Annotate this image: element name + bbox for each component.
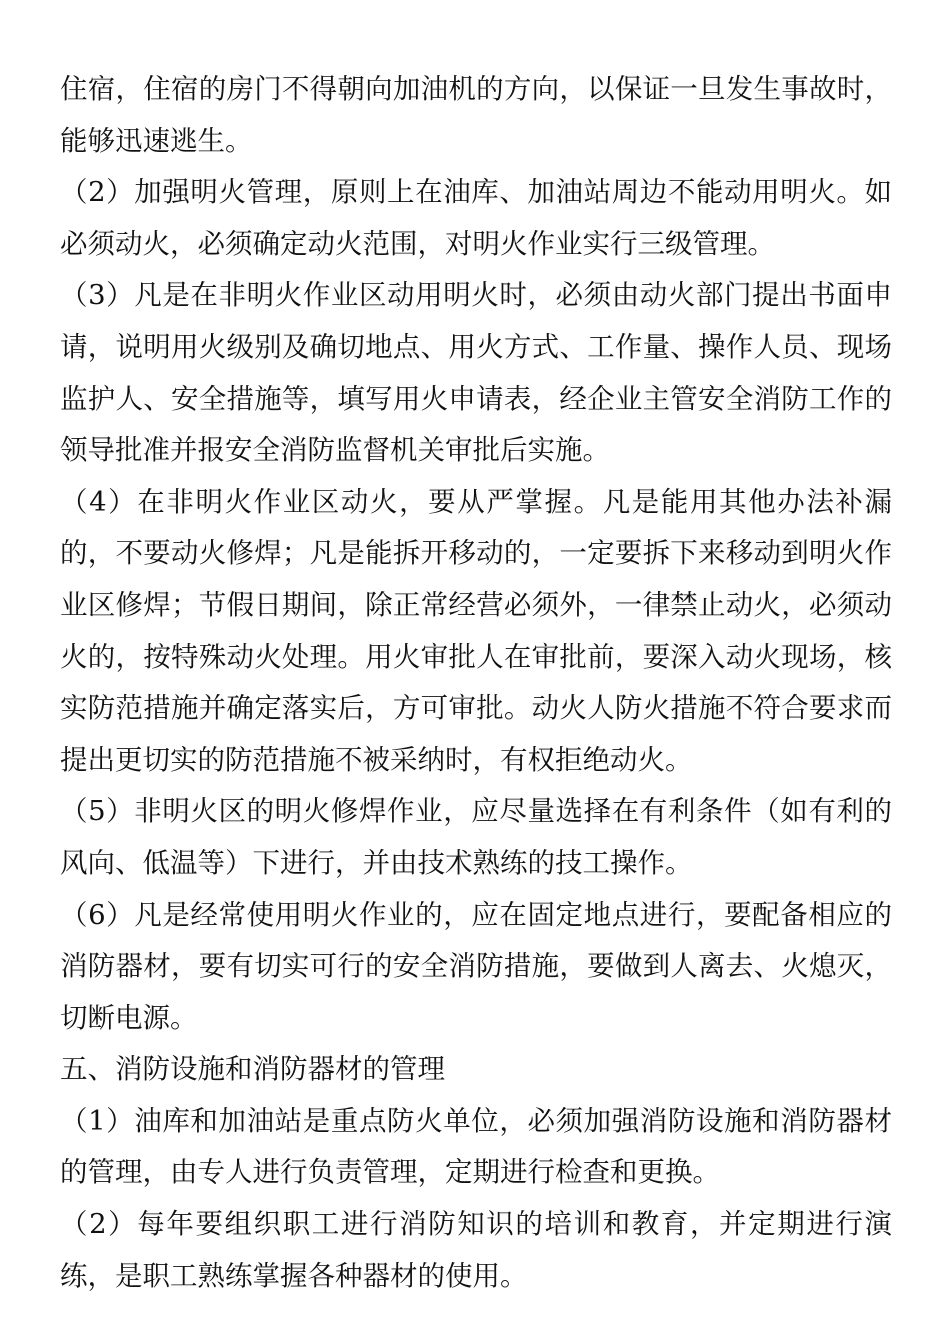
paragraph-continuation: 住宿，住宿的房门不得朝向加油机的方向，以保证一旦发生事故时，能够迅速逃生。 bbox=[60, 73, 892, 157]
paragraph-item-2: （2）加强明火管理，原则上在油库、加油站周边不能动用明火。如必须动火，必须确定动火范围，对明火作业实行三级管理。 bbox=[60, 176, 892, 260]
paragraph-item-3: （3）凡是在非明火作业区动用明火时，必须由动火部门提出书面申请，说明用火级别及确切地点、用火方式、工作量、操作人员、现场监护人、安全措施等，填写用火申请表，经企业主管安全消防工作的领导批准并报安全消防监督机关审批后实施。 bbox=[60, 279, 892, 467]
document-body bbox=[60, 64, 892, 1302]
paragraph-section5-item-1: （1）油库和加油站是重点防火单位，必须加强消防设施和消防器材的管理，由专人进行负责管理，定期进行检查和更换。 bbox=[60, 1104, 892, 1189]
paragraph-section5-item-2: （2）每年要组织职工进行消防知识的培训和教育，并定期进行演练，是职工熟练掌握各种器材的使用。 bbox=[60, 1208, 892, 1292]
paragraph-item-5: （5）非明火区的明火修焊作业，应尽量选择在有利条件（如有利的风向、低温等）下进行，并由技术熟练的技工操作。 bbox=[60, 795, 892, 879]
paragraph-item-6: （6）凡是经常使用明火作业的，应在固定地点进行，要配备相应的消防器材，要有切实可行的安全消防措施，要做到人离去、火熄灭，切断电源。 bbox=[60, 898, 892, 1034]
section-heading: 五、消防设施和消防器材的管理 bbox=[60, 1053, 445, 1086]
paragraph-item-4: （4）在非明火作业区动火，要从严掌握。凡是能用其他办法补漏的，不要动火修焊；凡是能拆开移动的，一定要拆下来移动到明火作业区修焊；节假日期间，除正常经营必须外，一律禁止动火，必须动火的，按特殊动火处理。用火审批人在审批前，要深入动火现场，核实防范措施并确定落实后，方可审批。动火人防火措施不符合要求而提出更切实的防范措施不被采纳时，有权拒绝动火。 bbox=[60, 485, 892, 776]
